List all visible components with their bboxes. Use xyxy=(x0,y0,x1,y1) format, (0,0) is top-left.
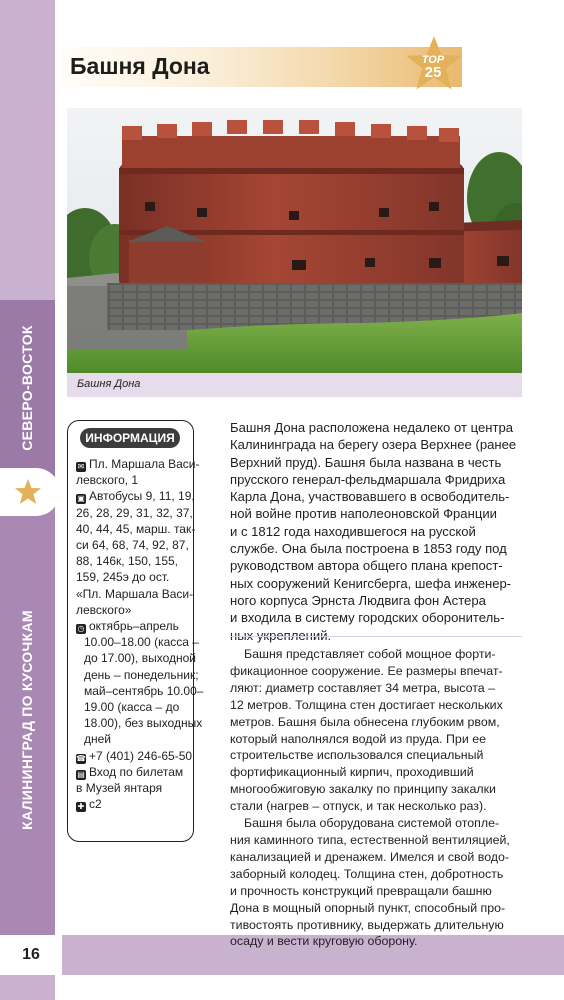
text-line: стали (нагрев – отпуск, и так несколько раз). xyxy=(230,799,487,814)
text-line: ного корпуса Эрнста Людвига фон Астера xyxy=(230,592,486,608)
info-line: дней xyxy=(84,732,112,747)
text-line: ных укреплений. xyxy=(230,627,332,643)
text-line: Башня Дона расположена недалеко от центра xyxy=(230,420,514,435)
text-line: многообжиговую закалку по принципу закалки xyxy=(230,782,496,797)
address-icon: ✉ xyxy=(77,462,85,471)
info-line: май–сентябрь 10.00– xyxy=(84,683,204,698)
intro-paragraph xyxy=(230,419,522,644)
photo-caption: Башня Дона xyxy=(77,378,141,390)
text-line: Верхний пруд). Башня была названа в честь xyxy=(230,454,502,470)
text-line: заборный колодец. Толщина стен, добротность xyxy=(230,866,504,881)
text-line: фикационное сооружение. Ее размеры впечат- xyxy=(230,663,503,678)
info-line: 19.00 (касса – до xyxy=(84,700,180,715)
text-line: осаду и вести круговую оборону. xyxy=(230,934,418,949)
caption-band xyxy=(67,373,522,397)
info-heading: ИНФОРМАЦИЯ xyxy=(80,428,180,448)
info-line: левского, 1 xyxy=(76,473,139,488)
book-label: КАЛИНИНГРАД ПО КУСОЧКАМ xyxy=(19,610,35,830)
text-line: Дона в мощный опорный пункт, способный про- xyxy=(230,900,506,915)
text-line: ной войне против наполеоновской Франции xyxy=(230,506,497,522)
phone-icon: ☎ xyxy=(76,753,86,763)
star-tab xyxy=(0,468,60,516)
text-line: ляют: диаметр составляет 34 метра, высота – xyxy=(230,680,496,695)
divider xyxy=(230,636,522,637)
page-title: Башня Дона xyxy=(70,53,210,79)
star-icon xyxy=(14,478,42,505)
info-lines xyxy=(76,456,204,812)
info-line: 88, 146к, 150, 155, xyxy=(76,554,178,569)
text-line: Башня была оборудована системой отопле- xyxy=(244,816,500,831)
info-line: +7 (401) 246-65-50 xyxy=(89,748,193,763)
top-badge-label: TOP xyxy=(421,54,445,66)
info-line: 40, 44, 45, марш. так- xyxy=(76,521,196,536)
info-line: Пл. Маршала Васи- xyxy=(89,457,200,471)
info-line: 159, 245э до ост. xyxy=(76,570,170,585)
info-line: 26, 28, 29, 31, 32, 37, xyxy=(76,505,193,520)
info-line: Вход по билетам xyxy=(89,764,184,779)
info-line: «Пл. Маршала Васи- xyxy=(76,586,194,601)
info-line: Автобусы 9, 11, 19, xyxy=(89,489,195,504)
page-number: 16 xyxy=(0,935,62,975)
info-line: 10.00–18.00 (касса – xyxy=(84,635,199,650)
text-line: тивостоять противнику, выдержать длительную xyxy=(230,917,504,932)
text-line: который наполнялся водой из пруда. При ее xyxy=(230,731,486,746)
bus-icon: ▣ xyxy=(77,494,85,504)
map-grid-icon: ✚ xyxy=(77,802,85,812)
text-line: Калининграда на берегу озера Верхнее (ранее xyxy=(230,437,517,453)
info-line: октябрь–апрель xyxy=(89,619,179,634)
region-label: СЕВЕРО-ВОСТОК xyxy=(19,325,35,451)
text-line: метров. Башня была обнесена глубоким рвом, xyxy=(230,714,500,729)
text-line: и прочность конструкций превращали башню xyxy=(230,883,492,898)
info-line: в Музей янтаря xyxy=(76,781,163,796)
info-line: день – понедельник; xyxy=(84,667,199,682)
tower-photo xyxy=(67,108,522,373)
clock-icon: ◷ xyxy=(77,624,85,634)
info-line: до 17.00), выходной xyxy=(84,651,196,666)
text-line: службе. Она была построена в 1853 году под xyxy=(230,541,507,557)
text-line: канализацией и дренажем. Имелся и свой водо- xyxy=(230,849,510,864)
top-badge-number: 25 xyxy=(424,64,442,81)
text-line: и входила в систему городских оборонитель- xyxy=(230,610,505,626)
info-line: си 64, 68, 74, 92, 87, xyxy=(76,538,189,553)
text-line: строительстве использовался специальный xyxy=(230,748,484,763)
text-line: ния каминного типа, естественной вентиляцией, xyxy=(230,832,510,847)
body-paragraph xyxy=(230,646,522,950)
text-line: ных сооружений Кенигсберга, шефа инженер- xyxy=(230,575,512,591)
text-line: Карла Дона, участвовавшего в освободитель- xyxy=(230,489,510,505)
text-line: руководством автора общего плана крепост- xyxy=(230,558,503,574)
text-line: Башня представляет собой мощное форти- xyxy=(244,647,496,661)
text-line: и с 1812 года находившегося на русской xyxy=(230,523,476,539)
text-line: фортификационный кирпич, проходивший xyxy=(230,765,474,780)
text-line: прусского генерал-фельдмаршала Фридриха xyxy=(230,471,506,487)
info-line: левского» xyxy=(76,602,132,617)
title-bar xyxy=(62,47,462,87)
info-line: 18.00), без выходных xyxy=(84,716,203,731)
text-line: 12 метров. Толщина стен достигает нескольких xyxy=(230,697,503,712)
ticket-icon: ▤ xyxy=(77,769,85,779)
info-line: с2 xyxy=(89,797,102,812)
info-box xyxy=(67,420,204,842)
